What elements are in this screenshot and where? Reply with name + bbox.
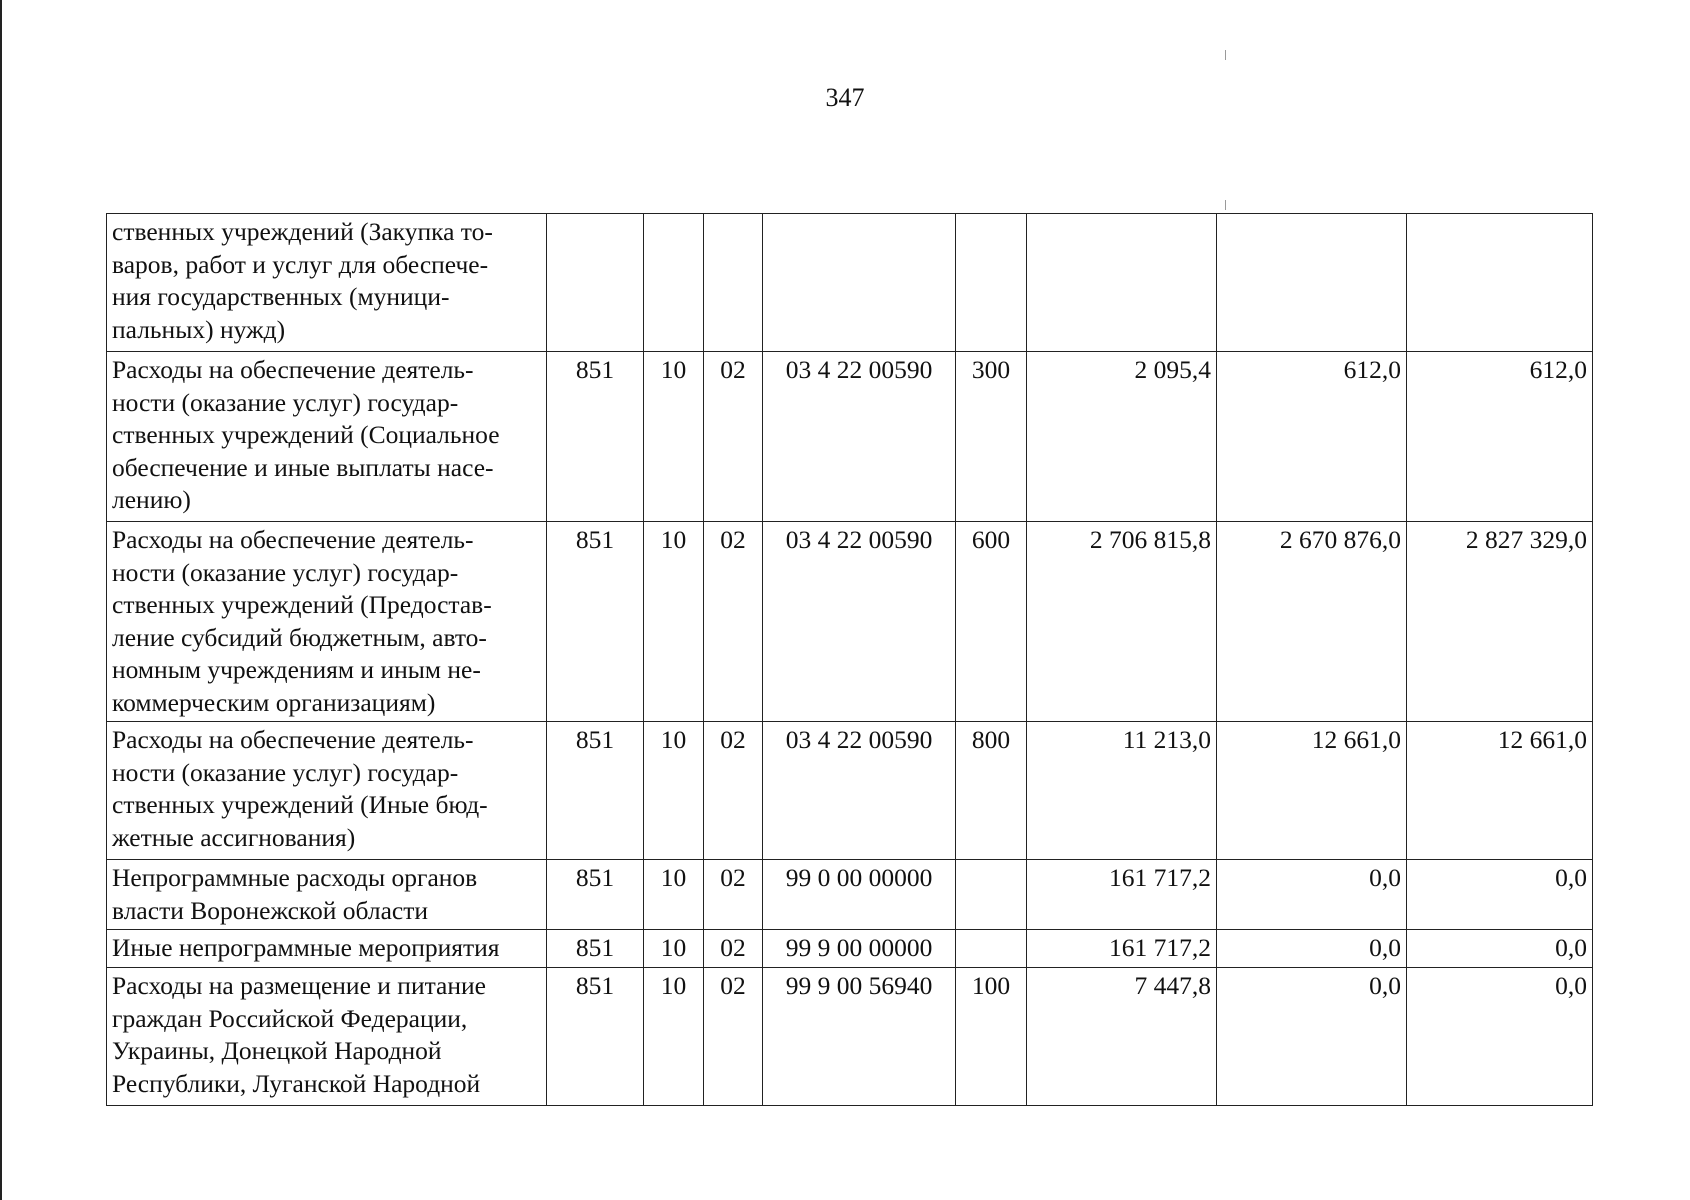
cell-vr-code <box>956 860 1027 930</box>
cell-amount-year-1: 161 717,2 <box>1027 860 1217 930</box>
expense-name-line: Непрограммные расходы органов <box>112 863 478 892</box>
cell-rz-code: 10 <box>644 352 704 522</box>
cell-amount-year-3: 612,0 <box>1407 352 1593 522</box>
expense-name-line: Расходы на размещение и питание <box>112 971 486 1000</box>
cell-csr-code: 03 4 22 00590 <box>763 352 956 522</box>
expense-name-line: ственных учреждений (Закупка то- <box>112 217 493 246</box>
cell-amount-year-2: 612,0 <box>1217 352 1407 522</box>
cell-ved-code: 851 <box>547 930 644 968</box>
expense-name-line: ственных учреждений (Иные бюд- <box>112 790 488 819</box>
cell-amount-year-2 <box>1217 214 1407 352</box>
cell-amount-year-3 <box>1407 214 1593 352</box>
cell-amount-year-2: 0,0 <box>1217 930 1407 968</box>
cell-csr-code: 99 0 00 00000 <box>763 860 956 930</box>
scan-left-edge <box>0 0 2 1200</box>
expense-name-line: номным учреждениям и иным не- <box>112 655 481 684</box>
cell-ved-code: 851 <box>547 522 644 722</box>
table-row <box>107 352 1593 522</box>
cell-amount-year-3: 2 827 329,0 <box>1407 522 1593 722</box>
cell-expense-name <box>107 968 547 1106</box>
expense-name-line: варов, работ и услуг для обеспече- <box>112 249 489 279</box>
cell-ved-code: 851 <box>547 722 644 860</box>
cell-rz-code: 10 <box>644 968 704 1106</box>
cell-pr-code: 02 <box>704 352 763 522</box>
cell-rz-code: 10 <box>644 930 704 968</box>
expense-name-line: Республики, Луганской Народной <box>112 1068 481 1098</box>
cell-csr-code: 99 9 00 56940 <box>763 968 956 1106</box>
cell-amount-year-1: 161 717,2 <box>1027 930 1217 968</box>
cell-rz-code: 10 <box>644 522 704 722</box>
cell-csr-code <box>763 214 956 352</box>
table-body <box>107 214 1593 1106</box>
expense-name-line: Расходы на обеспечение деятель- <box>112 725 474 754</box>
scan-mark <box>1225 50 1226 60</box>
table-row <box>107 522 1593 722</box>
cell-expense-name <box>107 722 547 860</box>
cell-vr-code: 600 <box>956 522 1027 722</box>
cell-pr-code: 02 <box>704 930 763 968</box>
cell-amount-year-3: 0,0 <box>1407 930 1593 968</box>
table-row <box>107 930 1593 968</box>
cell-amount-year-1: 2 095,4 <box>1027 352 1217 522</box>
expense-name-line: ности (оказание услуг) государ- <box>112 387 459 417</box>
cell-pr-code: 02 <box>704 860 763 930</box>
expense-name-line: жетные ассигнования) <box>112 822 356 852</box>
cell-amount-year-2: 2 670 876,0 <box>1217 522 1407 722</box>
expense-name-line: лению) <box>112 485 191 514</box>
cell-pr-code: 02 <box>704 722 763 860</box>
cell-pr-code: 02 <box>704 522 763 722</box>
cell-vr-code <box>956 214 1027 352</box>
cell-amount-year-2: 12 661,0 <box>1217 722 1407 860</box>
table-row <box>107 860 1593 930</box>
cell-pr-code <box>704 214 763 352</box>
cell-expense-name <box>107 860 547 930</box>
expense-name-line: граждан Российской Федерации, <box>112 1003 468 1033</box>
expense-name-line: ственных учреждений (Социальное <box>112 420 500 449</box>
budget-table <box>106 213 1593 1106</box>
expense-name-line: ности (оказание услуг) государ- <box>112 757 459 787</box>
expense-name-line: Иные непрограммные мероприятия <box>112 933 500 962</box>
cell-expense-name <box>107 522 547 722</box>
cell-rz-code: 10 <box>644 722 704 860</box>
cell-ved-code: 851 <box>547 860 644 930</box>
cell-ved-code: 851 <box>547 352 644 522</box>
cell-rz-code: 10 <box>644 860 704 930</box>
cell-vr-code: 300 <box>956 352 1027 522</box>
expense-name-line: Расходы на обеспечение деятель- <box>112 525 474 554</box>
cell-amount-year-2: 0,0 <box>1217 860 1407 930</box>
cell-amount-year-3: 0,0 <box>1407 968 1593 1106</box>
cell-expense-name <box>107 352 547 522</box>
scan-mark <box>1225 200 1226 210</box>
expense-name-line: Расходы на обеспечение деятель- <box>112 355 474 384</box>
expense-name-line: ственных учреждений (Предостав- <box>112 590 492 619</box>
cell-csr-code: 03 4 22 00590 <box>763 522 956 722</box>
cell-csr-code: 03 4 22 00590 <box>763 722 956 860</box>
cell-amount-year-1 <box>1027 214 1217 352</box>
cell-amount-year-3: 12 661,0 <box>1407 722 1593 860</box>
cell-amount-year-3: 0,0 <box>1407 860 1593 930</box>
expense-name-line: коммерческим организациям) <box>112 687 436 717</box>
cell-expense-name <box>107 214 547 352</box>
table-row <box>107 214 1593 352</box>
cell-amount-year-1: 2 706 815,8 <box>1027 522 1217 722</box>
cell-vr-code <box>956 930 1027 968</box>
cell-pr-code: 02 <box>704 968 763 1106</box>
table-row <box>107 722 1593 860</box>
cell-vr-code: 100 <box>956 968 1027 1106</box>
expense-name-line: ление субсидий бюджетным, авто- <box>112 622 487 652</box>
cell-amount-year-1: 11 213,0 <box>1027 722 1217 860</box>
cell-csr-code: 99 9 00 00000 <box>763 930 956 968</box>
table-row <box>107 968 1593 1106</box>
cell-ved-code: 851 <box>547 968 644 1106</box>
expense-name-line: ности (оказание услуг) государ- <box>112 557 459 587</box>
cell-rz-code <box>644 214 704 352</box>
cell-amount-year-2: 0,0 <box>1217 968 1407 1106</box>
expense-name-line: пальных) нужд) <box>112 314 286 344</box>
page-number: 347 <box>825 83 865 112</box>
cell-ved-code <box>547 214 644 352</box>
cell-vr-code: 800 <box>956 722 1027 860</box>
expense-name-line: власти Воронежской области <box>112 895 429 925</box>
expense-name-line: Украины, Донецкой Народной <box>112 1036 442 1065</box>
cell-expense-name <box>107 930 547 968</box>
expense-name-line: обеспечение и иные выплаты насе- <box>112 452 494 482</box>
expense-name-line: ния государственных (муници- <box>112 282 450 311</box>
cell-amount-year-1: 7 447,8 <box>1027 968 1217 1106</box>
